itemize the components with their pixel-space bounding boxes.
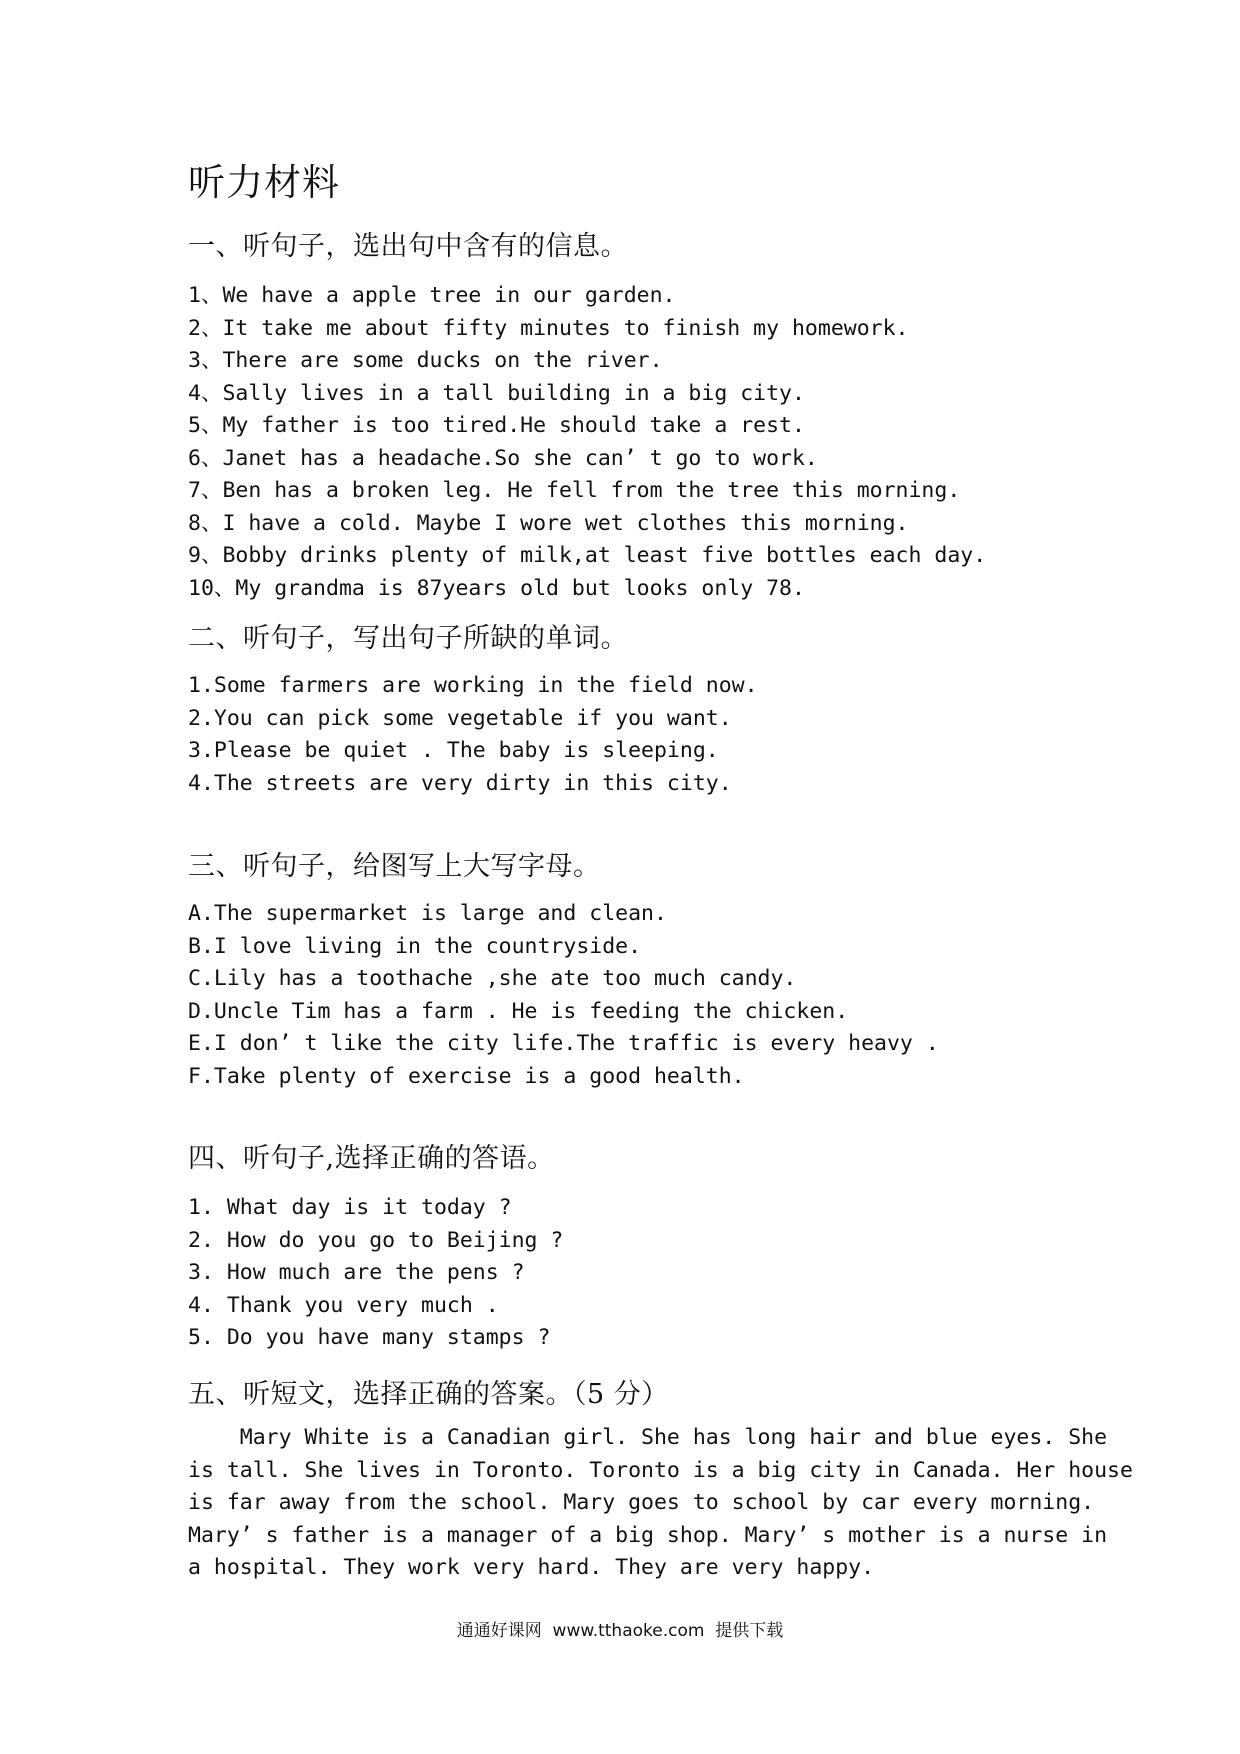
section-1-item: 3、There are some ducks on the river. [188,348,663,373]
section-3-item: B.I love living in the countryside. [188,933,642,959]
section-4-item: 1. What day is it today ? [188,1195,512,1220]
section-2-heading: 二、听句子，写出句子所缺的单词。 [188,623,628,654]
section-3-item: F.Take plenty of exercise is a good health. [188,1063,745,1089]
section-1-item: 8、I have a cold. Maybe I wore wet clothes this morning. [188,510,909,536]
section-5-heading: 五、听短文，选择正确的答案。（5 分） [188,1379,669,1410]
section-1-item: 2、It take me about fifty minutes to finish my homework. [188,315,909,341]
section-2-list [188,670,758,800]
reading-passage [188,1422,1133,1585]
section-4-item: 2. How do you go to Beijing ? [188,1227,564,1253]
section-1-item: 1、We have a apple tree in our garden. [188,283,676,308]
section-2-item: 2.You can pick some vegetable if you want. [188,705,732,731]
passage-line: Mary’ s father is a manager of a big shop. Mary’ s mother is a nurse in [188,1522,1108,1548]
section-1-list [188,280,986,605]
section-2-item: 4.The streets are very dirty in this city. [188,770,732,796]
section-4-item: 5. Do you have many stamps ? [188,1325,551,1350]
section-1-item: 4、Sally lives in a tall building in a big city. [188,380,805,406]
passage-line: is tall. She lives in Toronto. Toronto is a big city in Canada. Her house [188,1457,1133,1483]
section-4-list [188,1192,563,1355]
section-1-item: 7、Ben has a broken leg. He fell from the tree this morning. [188,478,961,503]
section-4-item: 4. Thank you very much . [188,1292,499,1318]
section-3-item: E.I don’ t like the city life.The traffic is every heavy . [188,1031,939,1056]
passage-line: a hospital. They work very hard. They are very happy. [188,1555,875,1580]
section-1-item: 9、Bobby drinks plenty of milk,at least five bottles each day. [188,543,987,568]
section-2-item: 3.Please be quiet . The baby is sleeping. [188,738,719,763]
section-3-heading: 三、听句子，给图写上大写字母。 [188,851,601,882]
section-1-item: 6、Janet has a headache.So she can’ t go to work. [188,445,818,471]
section-1-heading: 一、听句子，选出句中含有的信息。 [188,231,628,262]
section-2-item: 1.Some farmers are working in the field now. [188,673,758,698]
section-1-item: 10、My grandma is 87years old but looks only 78. [188,575,805,601]
section-3-list [188,898,939,1093]
section-4-heading: 四、听句子,选择正确的答语。 [188,1143,555,1174]
section-4-item: 3. How much are the pens ? [188,1260,525,1285]
section-1-item: 5、My father is too tired.He should take a rest. [188,413,805,438]
passage-line: Mary White is a Canadian girl. She has long hair and blue eyes. She [188,1425,1108,1450]
page-title: 听力材料 [188,161,340,204]
section-3-item: D.Uncle Tim has a farm . He is feeding the chicken. [188,998,849,1024]
section-3-item: C.Lily has a toothache ,she ate too much candy. [188,966,797,991]
page-footer: 通通好课网 www.tthaoke.com 提供下载 [456,1621,784,1641]
passage-line: is far away from the school. Mary goes to school by car every morning. [188,1490,1095,1515]
section-3-item: A.The supermarket is large and clean. [188,901,667,926]
